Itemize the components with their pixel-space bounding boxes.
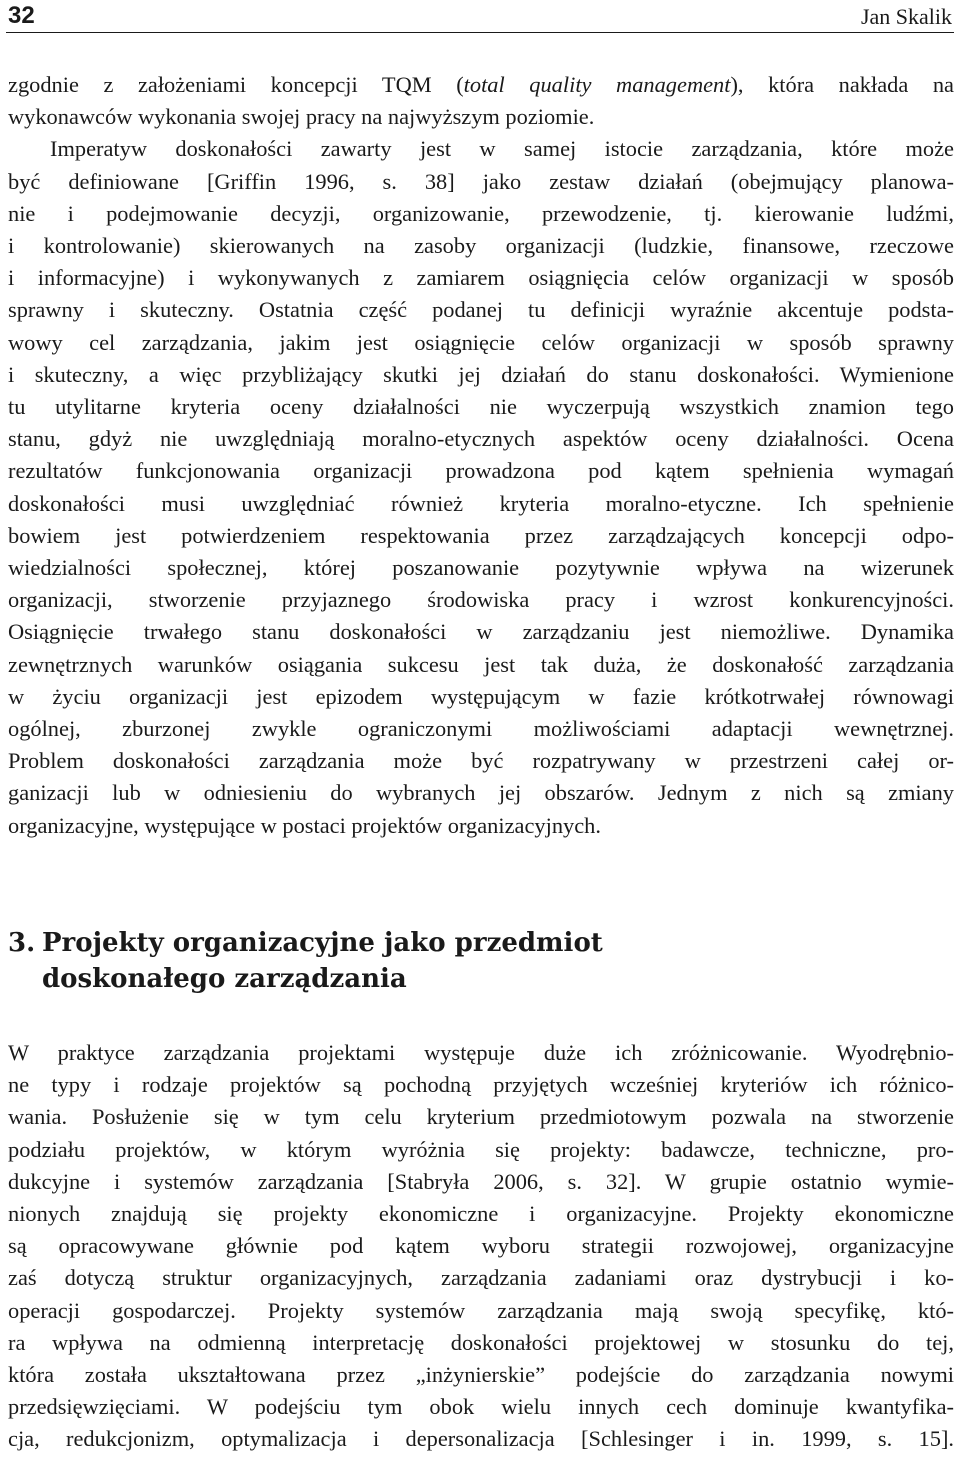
text-line: organizacyjne, występujące w postaci projektów organizacyjnych.: [8, 812, 601, 838]
text-line: i kontrolowanie) skierowanych na zasoby organizacji (ludzkie, finansowe, rzeczowe: [8, 233, 954, 259]
text-line: [8, 69, 954, 101]
section-heading: [8, 925, 603, 997]
text-line: i skuteczny, a więc przybliżający skutki jej działań do stanu doskonałości. Wymienione: [8, 361, 954, 387]
text-line: cja, redukcjonizm, optymalizacja i depersonalizacja [Schlesinger i in. 1999, s. 15].: [8, 1426, 954, 1452]
text-line: wiedzialności społecznej, której poszanowanie pozytywnie wpływa na wizerunek: [8, 555, 954, 581]
text-line: nie i podejmowanie decyzji, organizowanie, przewodzenie, tj. kierowanie ludźmi,: [8, 200, 954, 226]
text-line: wania. Posłużenie się w tym celu kryterium przedmiotowym pozwala na stworzenie: [8, 1104, 954, 1130]
text-line: Imperatyw doskonałości zawarty jest w samej istocie zarządzania, które może: [50, 136, 954, 162]
text-line: przedsięwzięciami. W podejściu tym obok wielu innych cech dominuje kwantyfika-: [8, 1394, 954, 1420]
text-line: bowiem jest potwierdzeniem respektowania przez zarządzających koncepcji odpo-: [8, 522, 954, 548]
paragraph-1: [8, 69, 954, 842]
text-line: i informacyjne) i wykonywanych z zamiarem osiągnięcia celów organizacji w sposób: [8, 265, 954, 291]
page-number: 32: [8, 2, 35, 29]
text-line: sprawny i skuteczny. Ostatnia część podanej tu definicji wyraźnie akcentuje podsta-: [8, 297, 954, 323]
text-line: zewnętrznych warunków osiągania sukcesu jest tak duża, że doskonałość zarządzania: [8, 651, 954, 677]
text-line: wykonawców wykonania swojej pracy na najwyższym poziomie.: [8, 104, 595, 130]
text-line: Osiągnięcie trwałego stanu doskonałości w zarządzaniu jest niemożliwe. Dynamika: [8, 619, 954, 645]
text-line: ne typy i rodzaje projektów są pochodną przyjętych wcześniej kryteriów ich różnico-: [8, 1072, 954, 1098]
text-line: stanu, gdyż nie uwzględniają moralno-etycznych aspektów oceny działalności. Ocena: [8, 426, 954, 452]
text-line-part: zgodnie z założeniami koncepcji TQM (total quality management), która nakłada na: [8, 72, 954, 97]
text-line: w życiu organizacji jest epizodem występującym w fazie krótkotrwałej równowagi: [8, 683, 954, 709]
italic-term: total quality management: [463, 72, 731, 97]
text-line: zaś dotyczą struktur organizacyjnych, zarządzania zadaniami oraz dystrybucji i ko-: [8, 1265, 954, 1291]
running-head-author: Jan Skalik: [860, 4, 952, 29]
text-line: ogólnej, zburzonej zwykle ograniczonymi możliwościami adaptacji wewnętrznej.: [8, 716, 954, 742]
text-line: są opracowywane głównie pod kątem wyboru strategii rozwojowej, organizacyjne: [8, 1233, 954, 1259]
section-title-line-1: Projekty organizacyjne jako przedmiot: [42, 928, 603, 958]
text-line: doskonałości musi uwzględniać również kryteria moralno-etyczne. Ich spełnienie: [8, 490, 954, 516]
text-line: Problem doskonałości zarządzania może być rozpatrywany w przestrzeni całej or-: [8, 748, 954, 774]
section-number: 3.: [8, 928, 36, 958]
text-line: być definiowane [Griffin 1996, s. 38] jako zestaw działań (obejmujący planowa-: [8, 168, 954, 194]
text-line: podziału projektów, w którym wyróżnia się projekty: badawcze, techniczne, pro-: [8, 1136, 954, 1162]
text-line: dukcyjne i systemów zarządzania [Stabryła 2006, s. 32]. W grupie ostatnio wymie-: [8, 1168, 954, 1194]
header-rule: [6, 32, 954, 33]
text-line: organizacji, stworzenie przyjaznego środowiska pracy i wzrost konkurencyjności.: [8, 587, 954, 613]
paragraph-2: [8, 1037, 954, 1456]
text-line: która została ukształtowana przez „inżynierskie” podejście do zarządzania nowymi: [8, 1362, 954, 1388]
text-line: operacji gospodarczej. Projekty systemów zarządzania mają swoją specyfikę, któ-: [8, 1297, 954, 1323]
text-line: ra wpływa na odmienną interpretację doskonałości projektowej w stosunku do tej,: [8, 1329, 954, 1355]
section-title-line-2: doskonałego zarządzania: [42, 964, 407, 994]
text-line: ganizacji lub w odniesieniu do wybranych jej obszarów. Jednym z nich są zmiany: [8, 780, 954, 806]
text-line: nionych znajdują się projekty ekonomiczne i organizacyjne. Projekty ekonomiczne: [8, 1201, 954, 1227]
text-line: W praktyce zarządzania projektami występuje duże ich zróżnicowanie. Wyodrębnio-: [8, 1040, 954, 1065]
text-line: wowy cel zarządzania, jakim jest osiągnięcie celów organizacji w sposób sprawny: [8, 329, 954, 355]
text-line: rezultatów funkcjonowania organizacji prowadzona pod kątem spełnienia wymagań: [8, 458, 954, 484]
text-line: tu utylitarne kryteria oceny działalności nie wyczerpują wszystkich znamion tego: [8, 394, 954, 420]
